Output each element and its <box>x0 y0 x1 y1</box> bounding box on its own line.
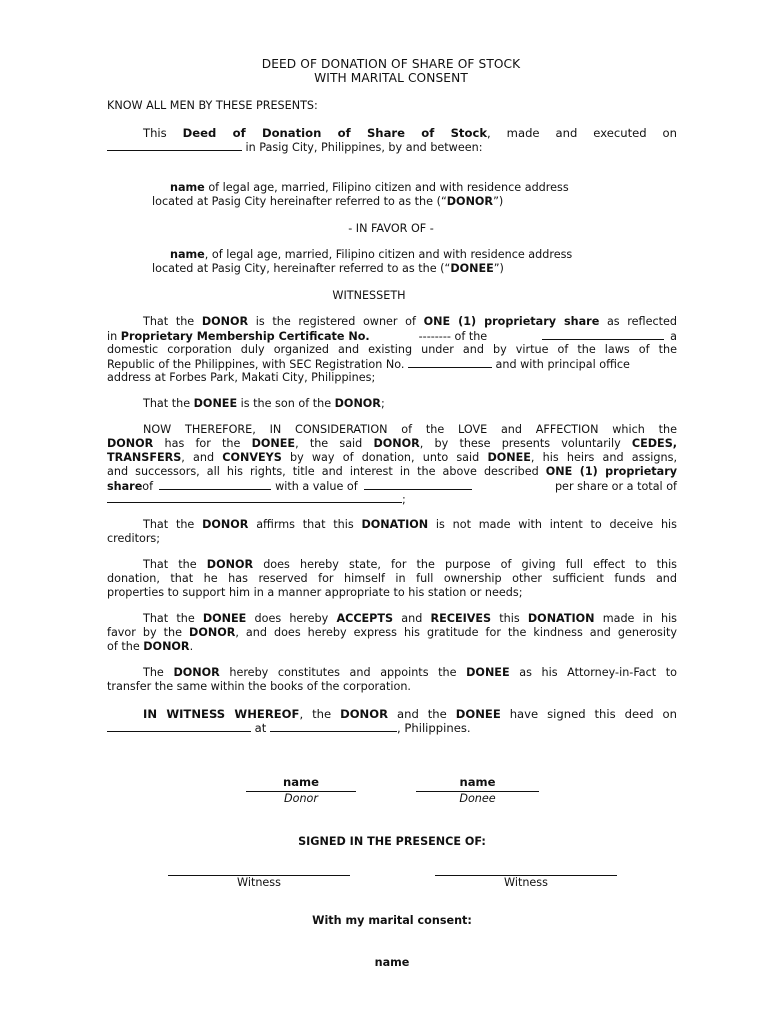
p1-line3: domestic corporation duly organized and existing under and by virtue of the laws of the <box>107 343 677 356</box>
donee-party-line2 <box>152 262 504 276</box>
intro-location: in Pasig City, Philippines, by and between: <box>242 141 483 154</box>
p7-line1 <box>143 666 677 680</box>
p3-text-l3b: by way of donation, unto said <box>281 451 488 464</box>
witnesseth-heading: WITNESSETH <box>332 289 406 302</box>
donor-party-line1 <box>170 181 569 195</box>
p3-share: ONE (1) proprietary <box>545 465 678 478</box>
p1-text-a: That the <box>143 315 202 328</box>
p3-text-l5c: per share or a total of <box>554 480 677 493</box>
value-blank <box>364 479 472 490</box>
date-blank <box>107 140 242 151</box>
p3-text-l2a: has for the <box>153 437 252 450</box>
p2-donee: DONEE <box>193 397 238 410</box>
p3-line1: NOW THEREFORE, IN CONSIDERATION of the LOVE and AFFECTION which the <box>143 423 677 436</box>
p3-text-l3a: , and <box>181 451 223 464</box>
donee-party-close: ”) <box>493 262 504 275</box>
p3-donor2: DONOR <box>373 437 420 450</box>
p6-donor2: DONOR <box>143 640 190 653</box>
share-count-blank <box>159 479 271 490</box>
p1-text-line4a: Republic of the Philippines, with SEC Registration No. <box>107 358 405 371</box>
intro-this: This <box>143 126 167 140</box>
p2-text-c: ; <box>380 397 385 410</box>
p6-text-l2a: favor by the <box>107 626 190 639</box>
p3-text-l5b: with a value of <box>275 480 358 493</box>
p8-text-d: at <box>251 721 271 735</box>
p3-line2 <box>107 437 677 451</box>
p6-donor: DONOR <box>189 626 236 639</box>
p3-conveys: CONVEYS <box>222 451 282 464</box>
p6-text-e: made in his <box>594 612 677 625</box>
p3-donee1: DONEE <box>251 437 296 450</box>
p3-line3 <box>107 451 677 465</box>
p6-donee: DONEE <box>202 612 247 625</box>
p8-donor: DONOR <box>340 707 389 721</box>
in-favor-of: - IN FAVOR OF - <box>348 222 434 235</box>
document-title-line2: WITH MARITAL CONSENT <box>314 71 468 85</box>
p3-donor1: DONOR <box>107 437 154 450</box>
p8-line1 <box>143 707 677 721</box>
p3-transfers: TRANSFERS <box>107 451 182 464</box>
donor-tag: DONOR <box>446 195 494 208</box>
p1-certificate: Proprietary Membership Certificate No. <box>120 330 370 343</box>
p8-text-c: have signed this deed on <box>500 707 677 721</box>
consent-signature-name: name <box>374 956 410 969</box>
p6-text-l3a: of the <box>107 640 144 653</box>
p8-witness-whereof: IN WITNESS WHEREOF <box>143 707 300 721</box>
p5-donor: DONOR <box>206 558 254 571</box>
p1-line2 <box>107 329 677 344</box>
p1-line4 <box>107 357 677 372</box>
donee-tag: DONEE <box>450 262 494 275</box>
p6-text-c: and <box>393 612 431 625</box>
p5-line3: properties to support him in a manner appropriate to his station or needs; <box>107 586 523 599</box>
p1-text-f: a <box>670 330 677 343</box>
p3-share2: share <box>107 480 143 493</box>
p1-line5: address at Forbes Park, Makati City, Philippines; <box>107 371 376 384</box>
donee-signature-block <box>416 775 539 789</box>
p1-share: ONE (1) proprietary share <box>423 315 600 328</box>
p8-line2 <box>107 721 471 735</box>
p3-text-l6: ; <box>402 493 406 506</box>
p5-text-b: does hereby state, for the purpose of giving full effect to this <box>253 558 678 571</box>
donee-party-line1 <box>170 248 572 262</box>
donee-name: name <box>170 248 205 261</box>
p4-line2: creditors; <box>107 532 161 545</box>
p7-line2: transfer the same within the books of the corporation. <box>107 680 411 693</box>
p2-text-a: That the <box>143 397 194 410</box>
p7-text-b: hereby constitutes and appoints the <box>219 666 467 679</box>
p2 <box>143 397 385 411</box>
p3-text-l4a: and successors, all his rights, title and interest in the above described <box>107 465 546 478</box>
donee-role: Donee <box>459 792 496 805</box>
p8-text-e: , Philippines. <box>397 721 471 735</box>
document-title-line1: DEED OF DONATION OF SHARE OF STOCK <box>261 57 521 71</box>
p4-text-b: affirms that this <box>248 518 362 531</box>
p1-line1 <box>143 315 677 329</box>
p5-text-a: That the <box>143 558 207 571</box>
witness1-label: Witness <box>237 876 281 889</box>
donor-signature-name: name <box>282 775 320 789</box>
p1-text-d: in <box>107 330 118 343</box>
p3-text-l2b: , the said <box>295 437 374 450</box>
p3-line6 <box>107 492 406 507</box>
p1-text-line4b: and with principal office <box>492 358 630 371</box>
p1-text-c: as reflected <box>599 315 677 328</box>
p6-line1 <box>143 612 677 626</box>
donee-party-text: , of legal age, married, Filipino citizen and with residence address <box>204 248 573 261</box>
donor-party-text: of legal age, married, Filipino citizen and with residence address <box>204 181 569 194</box>
intro-line2 <box>107 140 482 155</box>
p7-donee: DONEE <box>466 666 510 679</box>
p7-text-c: as his Attorney-in-Fact to <box>509 666 677 679</box>
intro-line1 <box>143 126 677 140</box>
p6-line2 <box>107 626 677 640</box>
p1-donor: DONOR <box>201 315 249 328</box>
donor-name: name <box>170 181 205 194</box>
know-all-men: KNOW ALL MEN BY THESE PRESENTS: <box>107 99 318 112</box>
p6-receives: RECEIVES <box>430 612 492 625</box>
p4-line1 <box>143 518 677 532</box>
p3-cedes: CEDES, <box>631 437 677 450</box>
p6-text-d: this <box>491 612 528 625</box>
p4-text-c: is not made with intent to deceive his <box>428 518 677 531</box>
signed-presence-heading: SIGNED IN THE PRESENCE OF: <box>298 835 486 848</box>
donor-signature-block <box>246 775 356 789</box>
p7-text-a: The <box>143 666 174 679</box>
corporation-blank <box>542 329 664 340</box>
p6-text-l2b: , and does hereby express his gratitude for the kindness and generosity <box>235 626 677 639</box>
p3-text-l3c: , his heirs and assigns, <box>530 451 677 464</box>
p5-line2: donation, that he has reserved for himself in full ownership other sufficient funds and <box>107 572 677 585</box>
marital-consent-heading: With my marital consent: <box>312 914 472 927</box>
donor-party-line2 <box>152 195 503 209</box>
donee-party-text2: located at Pasig City, hereinafter referred to as the (“ <box>152 262 451 275</box>
intro-deed-title: Deed of Donation of Share of Stock <box>182 126 488 140</box>
p6-accepts: ACCEPTS <box>336 612 394 625</box>
p2-donor: DONOR <box>334 397 381 410</box>
donee-signature-name: name <box>459 775 496 789</box>
p8-donee: DONEE <box>455 707 501 721</box>
p6-text-l3b: . <box>189 640 194 653</box>
p7-donor: DONOR <box>173 666 220 679</box>
witness2-label: Witness <box>504 876 548 889</box>
p3-donee2: DONEE <box>487 451 531 464</box>
sec-blank <box>408 357 492 368</box>
p4-donation: DONATION <box>361 518 429 531</box>
p4-donor: DONOR <box>202 518 249 531</box>
p6-line3 <box>107 640 193 654</box>
p2-text-b: is the son of the <box>237 397 335 410</box>
p3-text-l2c: , by these presents voluntarily <box>419 437 632 450</box>
p1-text-e: -------- of the <box>418 330 488 343</box>
total-blank <box>107 492 402 503</box>
donor-role: Donor <box>284 792 318 805</box>
p6-donation: DONATION <box>527 612 595 625</box>
sign-place-blank <box>270 721 397 732</box>
p5-line1 <box>143 558 677 572</box>
donor-party-close: ”) <box>493 195 504 208</box>
intro-made: , made and executed on <box>487 126 678 140</box>
p3-text-l5a: of <box>142 480 154 493</box>
p4-text-a: That the <box>143 518 203 531</box>
p6-text-a: That the <box>143 612 203 625</box>
donor-party-text2: located at Pasig City hereinafter referred to as the (“ <box>152 195 447 208</box>
p8-text-b: and the <box>388 707 456 721</box>
sign-date-blank <box>107 721 251 732</box>
p3-line4 <box>107 465 677 479</box>
p1-text-b: is the registered owner of <box>248 315 424 328</box>
p6-text-b: does hereby <box>246 612 337 625</box>
p8-text-a: , the <box>299 707 341 721</box>
